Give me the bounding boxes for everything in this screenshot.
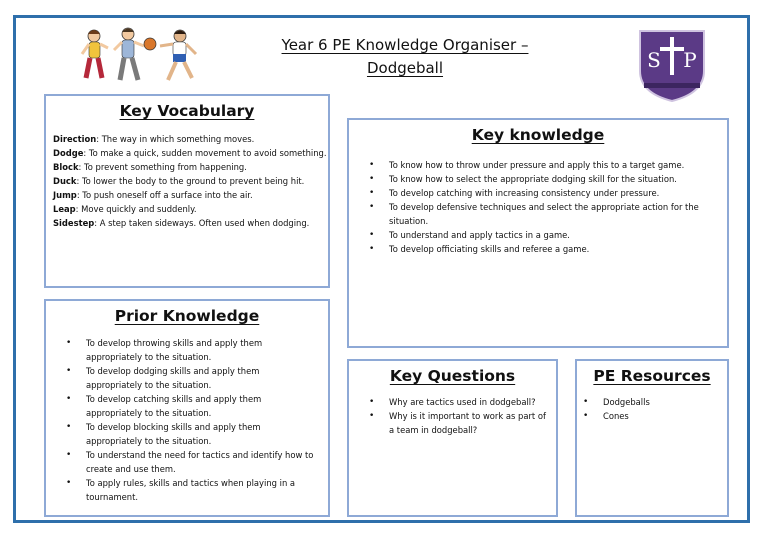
vocabulary-item	[53, 202, 328, 216]
title-line-1: Year 6 PE Knowledge Organiser –	[281, 36, 529, 54]
title-line-2: Dodgeball	[366, 59, 444, 77]
prior-knowledge-item: • To develop throwing skills and apply them appropriately to the situation.	[86, 336, 318, 364]
pe-resources-box	[575, 359, 729, 517]
vocabulary-definition: A step taken sideways. Often used when dodging.	[99, 218, 310, 228]
key-knowledge-item: • To develop catching with increasing consistency under pressure.	[389, 186, 719, 200]
pe-resource-item: • Cones	[603, 409, 727, 423]
key-questions-heading: Key Questions	[389, 367, 516, 385]
dodgeball-players-illustration	[80, 24, 205, 90]
prior-knowledge-item: • To apply rules, skills and tactics when playing in a tournament.	[86, 476, 318, 504]
vocabulary-definition: The way in which something moves.	[101, 134, 255, 144]
key-questions-list	[349, 395, 556, 437]
key-knowledge-heading: Key knowledge	[471, 126, 605, 144]
vocabulary-term: Duck	[53, 176, 77, 186]
vocabulary-definition: To prevent something from happening.	[84, 162, 247, 172]
key-knowledge-item: • To know how to throw under pressure and apply this to a target game.	[389, 158, 719, 172]
key-knowledge-box	[347, 118, 729, 348]
vocabulary-item	[53, 188, 328, 202]
vocabulary-term: Block	[53, 162, 79, 172]
key-knowledge-item: • To develop defensive techniques and select the appropriate action for the situation.	[389, 200, 719, 228]
vocabulary-separator: :	[76, 176, 82, 186]
key-vocabulary-box	[44, 94, 330, 288]
key-knowledge-item: • To know how to select the appropriate dodging skill for the situation.	[389, 172, 719, 186]
prior-knowledge-item: • To develop catching skills and apply them appropriately to the situation.	[86, 392, 318, 420]
vocabulary-separator: :	[96, 134, 102, 144]
vocabulary-term: Dodge	[53, 148, 84, 158]
prior-knowledge-item: • To develop dodging skills and apply them appropriately to the situation.	[86, 364, 318, 392]
vocabulary-term: Jump	[53, 190, 77, 200]
vocabulary-item	[53, 174, 328, 188]
school-crest-logo	[636, 27, 708, 103]
svg-text:P: P	[683, 48, 697, 72]
vocabulary-item	[53, 216, 328, 230]
vocabulary-separator: :	[94, 218, 100, 228]
vocabulary-term: Sidestep	[53, 218, 95, 228]
key-question-item: • Why are tactics used in dodgeball?	[389, 395, 548, 409]
svg-text:S: S	[647, 48, 661, 72]
vocabulary-separator: :	[76, 190, 83, 200]
vocabulary-separator: :	[83, 148, 89, 158]
prior-knowledge-heading: Prior Knowledge	[114, 307, 260, 325]
prior-knowledge-list	[46, 336, 328, 504]
vocabulary-term: Leap	[53, 204, 76, 214]
key-vocabulary-heading: Key Vocabulary	[119, 102, 255, 120]
pe-resources-list	[577, 395, 727, 423]
vocabulary-definition: To lower the body to the ground to prevent being hit.	[81, 176, 305, 186]
key-knowledge-list	[349, 158, 727, 256]
key-questions-box	[347, 359, 558, 517]
vocabulary-list	[53, 132, 328, 230]
vocabulary-item	[53, 146, 328, 160]
key-knowledge-item: • To develop officiating skills and referee a game.	[389, 242, 719, 256]
vocabulary-item	[53, 132, 328, 146]
pe-resource-item: • Dodgeballs	[603, 395, 727, 409]
vocabulary-definition: To make a quick, sudden movement to avoid something.	[88, 148, 327, 158]
key-knowledge-item: • To understand and apply tactics in a game.	[389, 228, 719, 242]
vocabulary-item	[53, 160, 328, 174]
pe-resources-heading: PE Resources	[593, 367, 711, 385]
vocabulary-definition: Move quickly and suddenly.	[81, 204, 197, 214]
vocabulary-separator: :	[75, 204, 82, 214]
vocabulary-term: Direction	[53, 134, 97, 144]
vocabulary-separator: :	[78, 162, 85, 172]
prior-knowledge-item: • To develop blocking skills and apply them appropriately to the situation.	[86, 420, 318, 448]
prior-knowledge-item: • To understand the need for tactics and identify how to create and use them.	[86, 448, 318, 476]
key-question-item: • Why is it important to work as part of a team in dodgeball?	[389, 409, 548, 437]
page-title	[255, 34, 555, 80]
vocabulary-definition: To push oneself off a surface into the air.	[82, 190, 253, 200]
prior-knowledge-box	[44, 299, 330, 517]
